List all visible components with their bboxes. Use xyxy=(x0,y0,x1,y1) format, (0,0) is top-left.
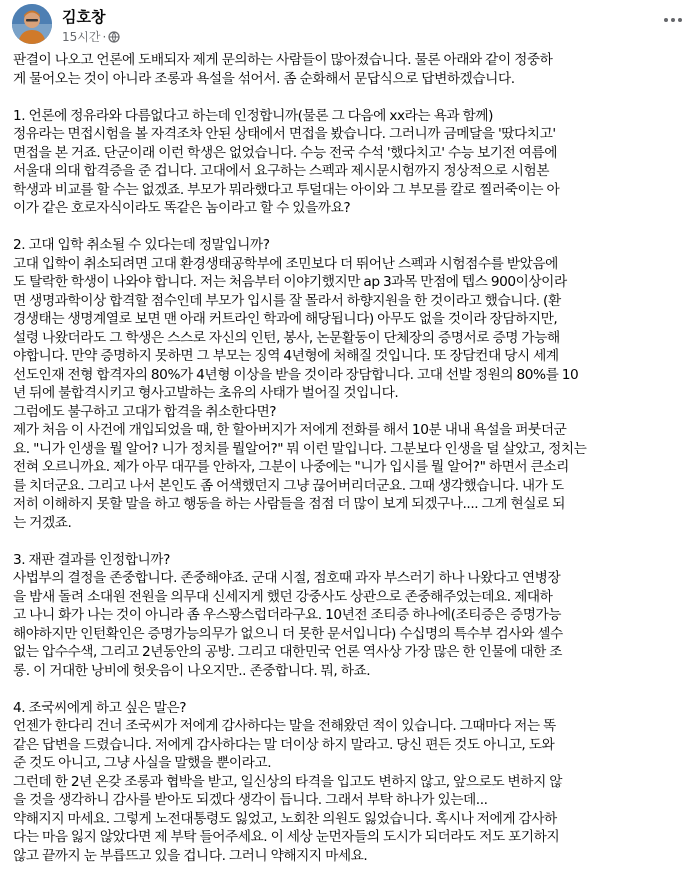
more-horizontal-icon xyxy=(663,17,683,23)
text-line: 판결이 나오고 언론에 도배되자 제게 문의하는 사람들이 많아졌습니다. 물론 아래와 같이 정중하 xyxy=(13,52,553,68)
text-line: 선도인재 전형 합격자의 80%가 4년형 이상을 받을 것이라 장담합니다. 고대 선발 정원의 80%를 10 xyxy=(13,366,579,383)
text-line: 야합니다. 만약 증명하지 못하면 그 부모는 징역 4년형에 처해질 것입니다. 또 장담컨대 당시 세계 xyxy=(13,348,559,364)
text-line: 고대 입학이 취소되려면 고대 환경생태공학부에 조민보다 더 뛰어난 스펙과 시험점수를 받았음에 xyxy=(13,255,558,272)
text-line: 요. "니가 인생을 뭘 알어? 니가 정치를 뭘알어?" 뭐 이런 말입니다. 그분보다 인생을 덜 살았고, 정치는 xyxy=(13,440,587,457)
text-line: 다는 마음 잃지 않았다면 제 부탁 들어주세요. 이 세상 눈먼자들의 도시가 되더라도 저도 포기하지 xyxy=(13,829,560,845)
author-avatar[interactable] xyxy=(12,4,52,44)
text-line: 제가 처음 이 사건에 개입되었을 때, 한 할아버지가 저에게 전화를 해서 10분 내내 욕설을 퍼붓더군 xyxy=(13,422,567,438)
text-line: 전혀 오르니까요. 제가 아무 대꾸를 안하자, 그분이 나중에는 "니가 입시를 뭘 알어?" 하면서 큰소리 xyxy=(13,459,569,475)
text-line: 사법부의 결정을 존중합니다. 존중해야죠. 군대 시절, 점호때 과자 부스러기 하나 나왔다고 연병장 xyxy=(13,570,561,586)
author-name[interactable]: 김호창 xyxy=(62,8,106,26)
text-line: 준 것도 아니고, 그냥 사실을 말했을 뿐이라고. xyxy=(13,755,272,771)
intro-paragraph xyxy=(13,51,693,88)
post-body xyxy=(13,51,693,865)
text-line: 약해지지 마세요. 그렇게 노전대통령도 잃었고, 노회찬 의원도 잃었습니다. 혹시나 저에게 감사하 xyxy=(13,810,557,827)
text-line: 저히 이해하지 못할 말을 하고 행동을 하는 사람들을 점점 더 많이 보게 되겠구나.... 그게 현실로 되 xyxy=(13,496,565,512)
question-1-heading: 1. 언론에 정유라와 다름없다고 하는데 인정합니까(물론 그 다음에 xx라는 욕과 함께) xyxy=(13,107,493,124)
text-line: 없는 압수수색, 그리고 2년동안의 공방. 그리고 대한민국 언론 역사상 가장 많은 한 인물에 대한 조 xyxy=(13,644,563,660)
text-line: 같은 답변을 드렸습니다. 저에게 감사하다는 말 더이상 하지 말라고. 당신 편든 것도 아니고, 도와 xyxy=(13,736,555,753)
text-line: 도 탈락한 학생이 나와야 합니다. 저는 처음부터 이야기했지만 ap 3과목 만점에 텝스 900이상이라 xyxy=(13,274,567,290)
post-meta xyxy=(62,28,120,45)
text-line: 이가 같은 호로자식이라도 똑같은 놈이라고 할 수 있을까요? xyxy=(13,200,351,216)
question-1-section xyxy=(13,107,693,218)
text-line: 면 생명과학이상 합격할 점수인데 부모가 입시를 잘 몰라서 하향지원을 한 것이라고 했습니다. (환 xyxy=(13,292,561,309)
question-3-section xyxy=(13,551,693,681)
text-line: 롱. 이 거대한 낭비에 헛웃음이 나오지만.. 존중합니다. 뭐, 하죠. xyxy=(13,662,371,679)
question-4-heading: 4. 조국씨에게 하고 싶은 말은? xyxy=(13,699,187,716)
globe-icon xyxy=(108,31,120,43)
text-line: 설령 나왔더라도 그 학생은 스스로 자신의 인턴, 봉사, 논문활동이 단체장의 증명서로 증명 가능해 xyxy=(13,329,560,346)
text-line: 을 밤새 돌려 소대원 전원을 의무대 신세지게 했던 강중사도 상관으로 존중해주었는데요. 제대하 xyxy=(13,588,553,605)
text-line: 경생태는 생명계열로 보면 맨 아래 커트라인 학과에 해당됩니다) 아무도 없을 것이라 장담하지만, xyxy=(13,311,558,327)
text-line: 정유라는 면접시험을 볼 자격조차 안된 상태에서 면접을 봤습니다. 그러니까 금메달을 '땄다치고' xyxy=(13,126,556,142)
question-2-section xyxy=(13,236,693,532)
question-2-heading: 2. 고대 입학 취소될 수 있다는데 정말입니까? xyxy=(13,237,270,253)
text-line: 을 것을 생각하니 감사를 받아도 되겠다 생각이 듭니다. 그래서 부탁 하나가 있는데... xyxy=(13,792,488,808)
avatar-photo xyxy=(12,4,52,44)
paragraph-gap xyxy=(13,218,693,237)
text-line: 그런데 한 2년 온갖 조롱과 협박을 받고, 일신상의 타격을 입고도 변하지 않고, 앞으로도 변하지 않 xyxy=(13,773,563,790)
question-3-heading: 3. 재판 결과를 인정합니까? xyxy=(13,551,170,568)
text-line: 년 뒤에 불합격시키고 형사고발하는 초유의 사태가 벌어질 것입니다. xyxy=(13,385,399,401)
text-line: 그럼에도 불구하고 고대가 합격을 취소한다면? xyxy=(13,403,277,420)
text-line: 언젠가 한다리 건너 조국씨가 저에게 감사하다는 말을 전해왔던 적이 있습니다. 그때마다 저는 똑 xyxy=(13,718,556,734)
text-line: 는 거겠죠. xyxy=(13,514,72,531)
text-line: 서울대 의대 합격증을 준 겁니다. 고대에서 요구하는 스펙과 제시문시험까지 정상적으로 시험본 xyxy=(13,163,550,179)
post-timestamp[interactable]: 15시간 xyxy=(62,30,101,44)
paragraph-gap xyxy=(13,680,693,699)
more-options-button[interactable] xyxy=(658,8,688,32)
question-4-section xyxy=(13,699,693,866)
text-line: 학생과 비교를 할 수는 없겠죠. 부모가 뭐라했다고 투덜대는 아이와 그 부모를 칼로 찔러죽이는 아 xyxy=(13,181,560,198)
text-line: 를 치더군요. 그리고 나서 본인도 좀 어색했던지 그냥 끊어버리더군요. 그때 생각했습니다. 내가 도 xyxy=(13,477,564,494)
text-line: 면접을 본 거죠. 단군이래 이런 학생은 없었습니다. 수능 전국 수석 '했다치고' 수능 보기전 여름에 xyxy=(13,144,557,161)
meta-separator: · xyxy=(102,29,107,44)
paragraph-gap xyxy=(13,88,693,107)
text-line: 않고 끝까지 눈 부릅뜨고 있을 겁니다. 그러니 약해지지 마세요. xyxy=(13,847,368,864)
text-line: 고 나니 화가 나는 것이 아니라 좀 우스꽝스럽더라구요. 10년전 조티증 하나에(조티증은 증명가능 xyxy=(13,607,562,623)
text-line: 게 물어오는 것이 아니라 조롱과 욕설을 섞어서. 좀 순화해서 문답식으로 답변하겠습니다. xyxy=(13,70,515,87)
text-line: 해야하지만 인턴확인은 증명가능의무가 없으니 더 못한 문서입니다) 수십명의 특수부 검사와 셀수 xyxy=(13,625,563,642)
paragraph-gap xyxy=(13,532,693,551)
